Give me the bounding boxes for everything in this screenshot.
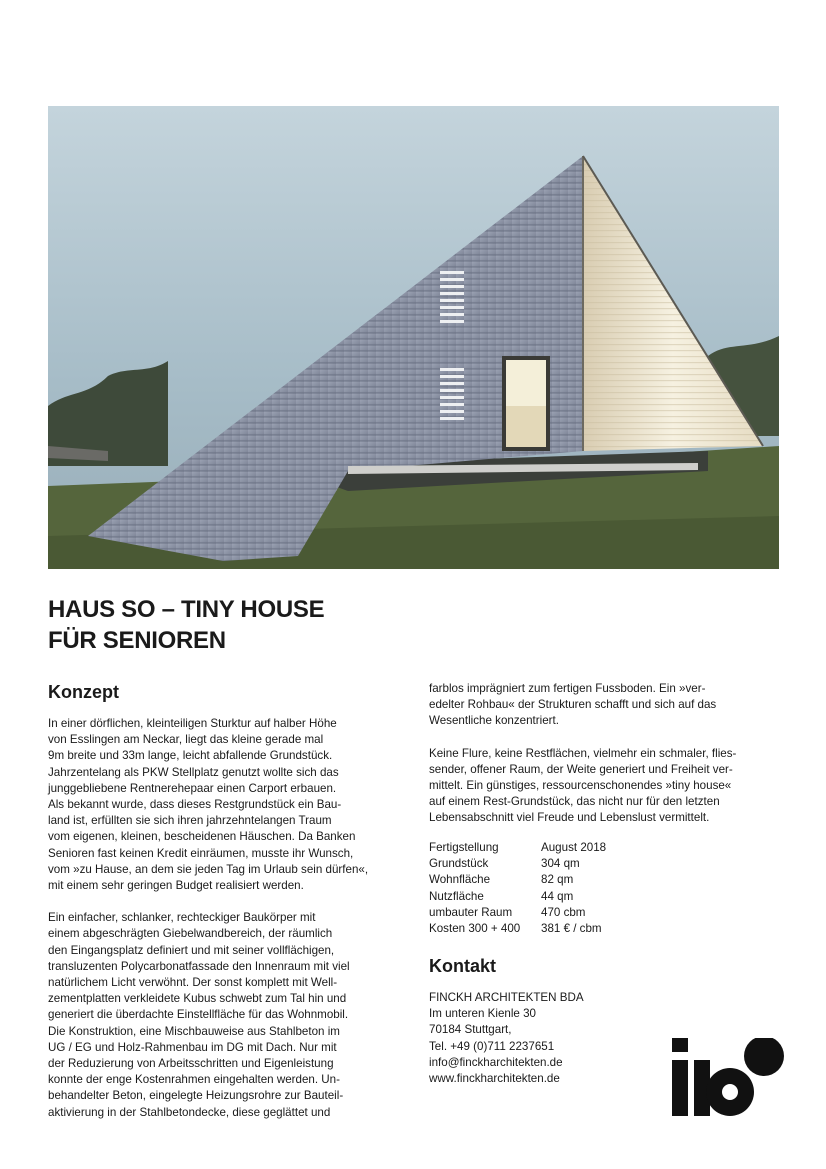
text-line: Lebensabschnitt viel Freude und Lebenslust vermittelt. (429, 811, 710, 825)
text-line: Wesentliche konzentriert. (429, 714, 559, 728)
text-line: natürlichem Licht verwöhnt. Der sonst komplett mit Well- (48, 976, 338, 990)
text-line: Als bekannt wurde, dass dieses Restgrundstück ein Bau- (48, 798, 342, 812)
fact-row (429, 889, 606, 905)
text-line: der Reduzierung von Arbeitsschritten und Eigenleistung (48, 1057, 334, 1071)
text-line: Senioren fast keinen Kredit einräumen, musste ihr Wunsch, (48, 846, 354, 860)
text-line: junggebliebene Rentnerehepaar einen Carport erbauen. (48, 781, 337, 795)
paragraph (429, 681, 781, 730)
fact-label: Fertigstellung (429, 841, 499, 854)
konzept-heading: Konzept (48, 682, 119, 702)
fact-label: Grundstück (429, 857, 489, 871)
text-line: behandelter Beton, eingelegte Heizungsrohre zur Bauteil- (48, 1089, 344, 1103)
text-line: 9m breite und 33m lange, leicht abfallende Grundstück. (48, 749, 333, 763)
fact-value: 304 qm (541, 857, 580, 871)
text-line: transluzenten Polycarbonatfassade den Innenraum mit viel (48, 959, 350, 973)
title-line: FÜR SENIOREN (48, 627, 226, 654)
fact-value: August 2018 (541, 841, 607, 854)
text-line: Keine Flure, keine Restflächen, vielmehr ein schmaler, flies- (429, 746, 737, 760)
fact-row (429, 840, 606, 856)
contact-street: Im unteren Kienle 30 (429, 1007, 536, 1021)
contact-website[interactable]: www.finckharchitekten.de (429, 1072, 560, 1086)
fact-value: 470 cbm (541, 905, 586, 919)
contact-email[interactable]: info@finckharchitekten.de (429, 1055, 563, 1069)
fact-label: umbauter Raum (429, 905, 513, 919)
contact-phone: Tel. +49 (0)711 2237651 (429, 1039, 555, 1053)
contact-block (429, 990, 584, 1087)
house-photo (48, 106, 779, 569)
paragraph (429, 746, 781, 827)
contact-company: FINCKH ARCHITEKTEN BDA (429, 991, 584, 1004)
project-title (48, 594, 548, 656)
text-line: zementplatten verkleidete Kubus schwebt zum Tal hin und (48, 992, 347, 1006)
text-line: farblos imprägniert zum fertigen Fussboden. Ein »ver- (429, 682, 706, 695)
fact-value: 44 qm (541, 889, 574, 903)
text-line: den Eingangsplatz definiert und mit seiner vollflächigen, (48, 943, 335, 957)
fact-row (429, 856, 606, 872)
text-line: mittelt. Ein günstiges, ressourcenschonendes »tiny house« (429, 779, 732, 793)
paragraph (48, 716, 408, 894)
text-line: von Esslingen am Neckar, liegt das kleine gerade mal (48, 733, 324, 747)
fact-label: Nutzfläche (429, 889, 484, 903)
title-line: HAUS SO – TINY HOUSE (48, 596, 325, 623)
iba-logo-icon (672, 1036, 784, 1118)
text-line: vom eigenen, kleinen, bescheidenen Häuschen. Da Banken (48, 830, 356, 844)
fact-row (429, 872, 606, 888)
text-line: vom »zu Hause, an dem sie jeden Tag im Urlaub sein dürfen«, (48, 862, 369, 876)
konzept-text-left (48, 716, 408, 1137)
text-line: auf einem Rest-Grundstück, das nicht nur für den letzten (429, 795, 720, 809)
text-line: aktivierung in der Stahlbetondecke, diese geglättet und (48, 1105, 331, 1119)
fact-row (429, 905, 606, 921)
text-line: Die Konstruktion, eine Mischbauweise aus Stahlbeton im (48, 1024, 340, 1038)
text-line: generiert die überdachte Einstellfläche für das Wohnmobil. (48, 1008, 349, 1022)
text-line: land ist, erfüllten sie sich ihren jahrzehntelangen Traum (48, 814, 332, 828)
text-line: konnte der enge Kostenrahmen eingehalten werden. Un- (48, 1073, 340, 1087)
fact-row (429, 921, 606, 937)
text-line: UG / EG und Holz-Rahmenbau im DG mit Dach. Nur mit (48, 1040, 337, 1054)
paragraph (48, 910, 408, 1121)
text-line: edelter Rohbau« der Strukturen schafft und sich auf das (429, 698, 717, 712)
fact-value: 82 qm (541, 873, 574, 887)
fact-value: 381 € / cbm (541, 922, 602, 936)
text-line: mit einem sehr geringen Budget realisiert werden. (48, 879, 304, 893)
kontakt-heading: Kontakt (429, 956, 496, 976)
text-line: sender, offener Raum, der Weite generiert und Freiheit ver- (429, 762, 733, 776)
project-facts (429, 840, 606, 937)
konzept-text-right (429, 681, 781, 843)
text-line: Ein einfacher, schlanker, rechteckiger Baukörper mit (48, 911, 316, 925)
text-line: Jahrzentelang als PKW Stellplatz genutzt wollte sich das (48, 765, 339, 779)
text-line: In einer dörflichen, kleinteiligen Sturktur auf halber Höhe (48, 717, 337, 730)
fact-label: Wohnfläche (429, 873, 491, 887)
fact-label: Kosten 300 + 400 (429, 922, 521, 936)
text-line: einem abgeschrägten Giebelwandbereich, der räumlich (48, 927, 333, 941)
contact-city: 70184 Stuttgart, (429, 1023, 512, 1037)
